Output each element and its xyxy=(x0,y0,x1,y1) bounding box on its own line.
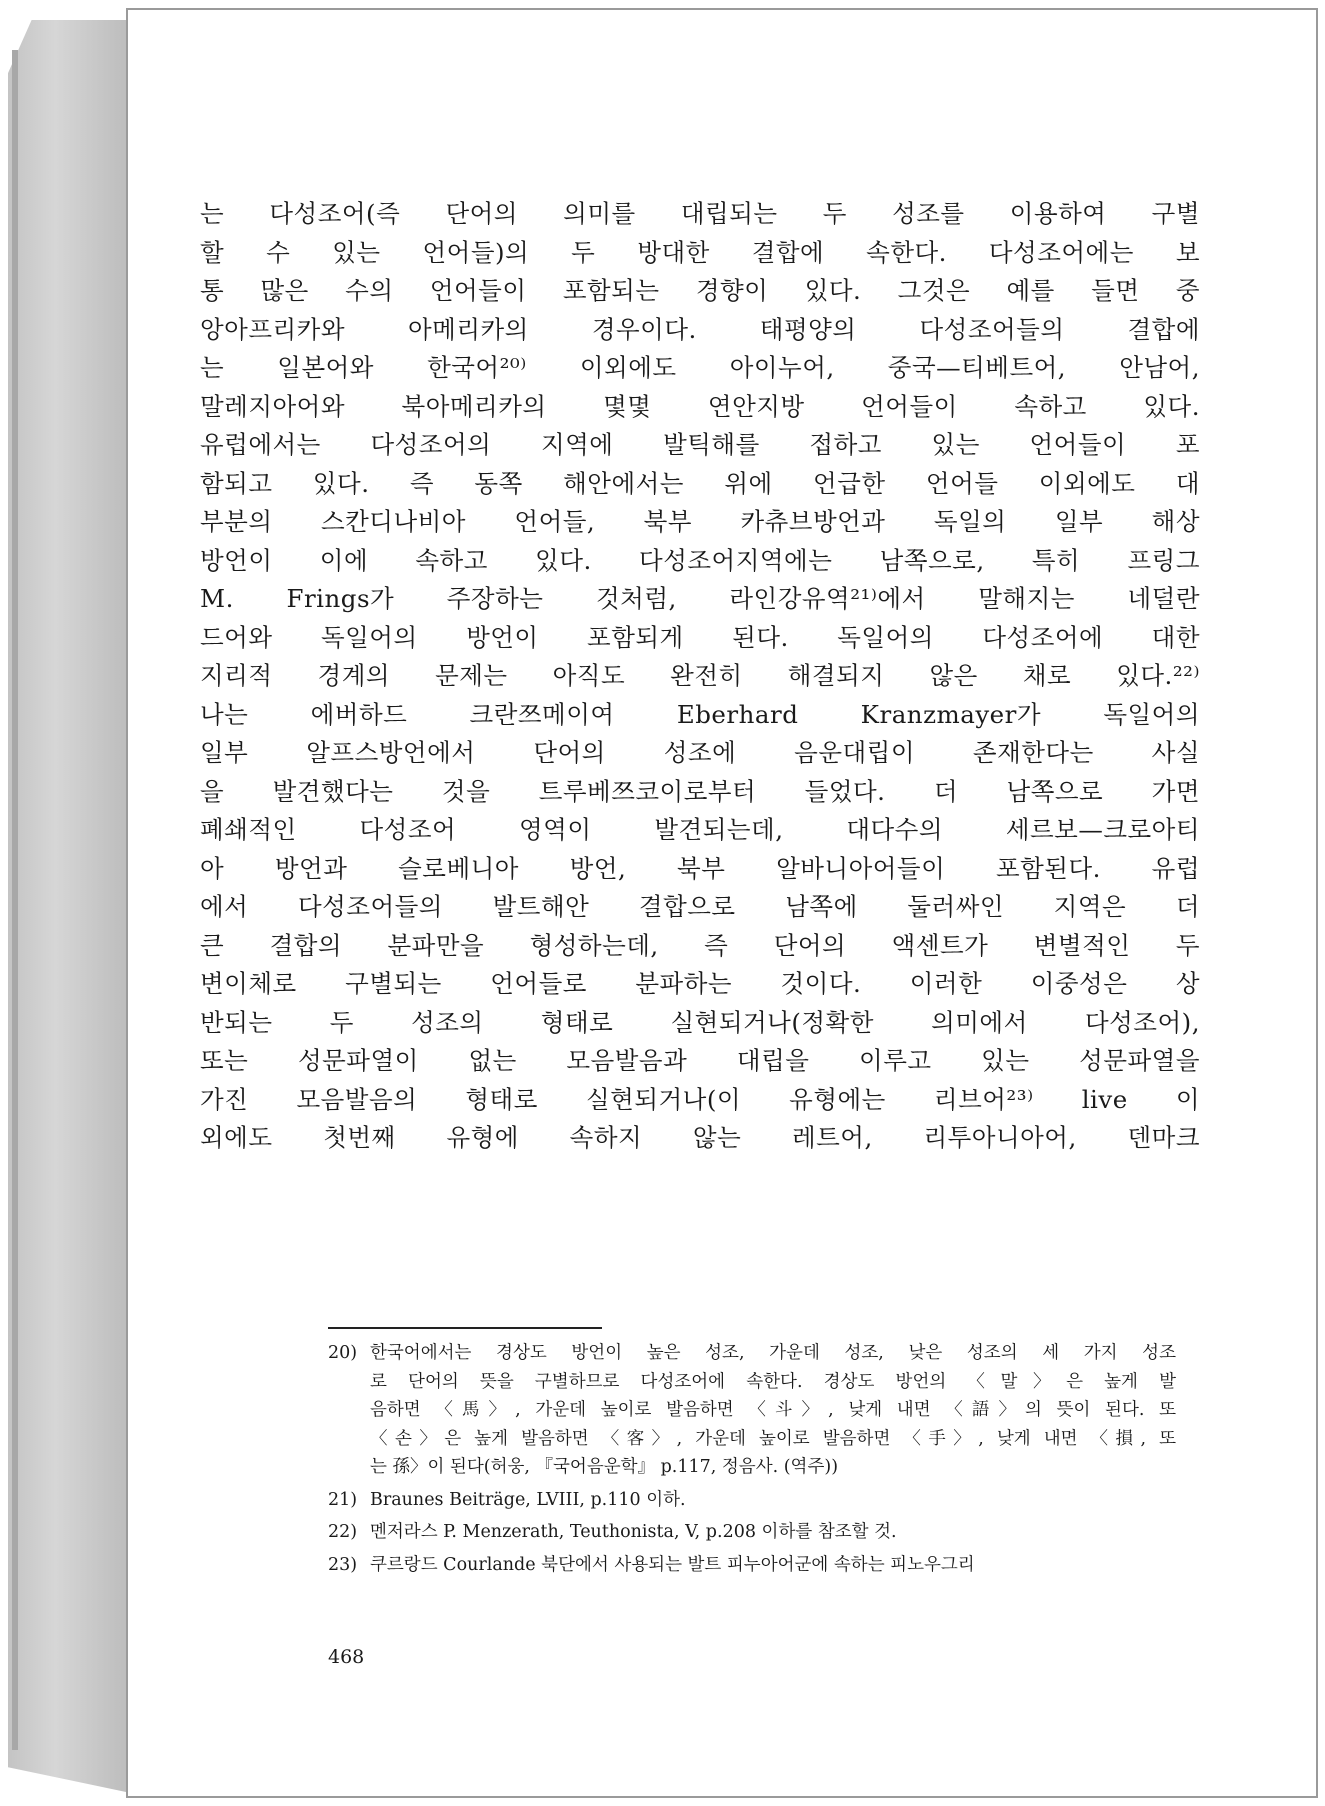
footnote-line: 음하면 〈馬〉, 가운데 높이로 발음하면 〈斗〉, 낮게 내면 〈語〉의 뜻이 된다. 또 xyxy=(370,1400,1176,1420)
footnote-line: 〈손〉은 높게 발음하면 〈客〉, 가운데 높이로 발음하면 〈手〉, 낮게 내면 〈損, 또 xyxy=(370,1428,1176,1449)
footnote-23 xyxy=(328,1551,1176,1580)
body-line: 지리적 경계의 문제는 아직도 완전히 해결되지 않은 채로 있다.²²⁾ xyxy=(200,661,1200,690)
spine-edge xyxy=(12,50,18,1750)
body-line: 큰 결합의 분파만을 형성하는데, 즉 단어의 액센트가 변별적인 두 xyxy=(200,930,1200,960)
body-line: M. Frings가 주장하는 것처럼, 라인강유역²¹⁾에서 말해지는 네덜란 xyxy=(200,584,1200,613)
footnote-number: 22) xyxy=(328,1522,358,1542)
body-line: 앙아프리카와 아메리카의 경우이다. 태평양의 다성조어들의 결합에 xyxy=(200,314,1200,344)
footnote-20 xyxy=(328,1339,1176,1368)
body-line: 는 일본어와 한국어²⁰⁾ 이외에도 아이누어, 중국—티베트어, 안남어, xyxy=(200,353,1200,382)
footnote-number: 21) xyxy=(328,1489,358,1510)
body-line: 폐쇄적인 다성조어 영역이 발견되는데, 대다수의 세르보—크로아티 xyxy=(200,815,1200,844)
page-number: 468 xyxy=(328,1646,365,1668)
body-line: 방언이 이에 속하고 있다. 다성조어지역에는 남쪽으로, 특히 프링그 xyxy=(200,545,1200,575)
footnotes xyxy=(328,1339,1176,1579)
footnote-22 xyxy=(328,1518,1176,1547)
body-line: 부분의 스칸디나비아 언어들, 북부 카츄브방언과 독일의 일부 해상 xyxy=(200,507,1200,536)
footnote-number: 23) xyxy=(328,1554,358,1575)
footnote-line: 는 孫〉이 된다(허웅, 『국어음운학』 p.117, 정음사. (역주)) xyxy=(370,1457,839,1477)
body-line: 나는 에버하드 크란쯔메이여 Eberhard Kranzmayer가 독일어의 xyxy=(200,699,1200,729)
book-spine xyxy=(8,20,126,1792)
body-line: 함되고 있다. 즉 동쪽 해안에서는 위에 언급한 언어들 이외에도 대 xyxy=(200,468,1200,498)
footnote-line: 로 단어의 뜻을 구별하므로 다성조어에 속한다. 경상도 방언의 〈말〉은 높게 발 xyxy=(370,1371,1176,1392)
body-line: 외에도 첫번째 유형에 속하지 않는 레트어, 리투아니아어, 덴마크 xyxy=(200,1123,1200,1152)
body-line: 에서 다성조어들의 발트해안 결합으로 남쪽에 둘러싸인 지역은 더 xyxy=(200,892,1200,921)
body-line: 가진 모음발음의 형태로 실현되거나(이 유형에는 리브어²³⁾ live 이 xyxy=(200,1084,1200,1114)
footnote-rule xyxy=(328,1327,602,1329)
body-line: 는 다성조어(즉 단어의 의미를 대립되는 두 성조를 이용하여 구별 xyxy=(200,199,1200,228)
footnote-text: 한국어에서는 경상도 방언이 높은 성조, 가운데 성조, 낮은 성조의 세 가지 성조 xyxy=(370,1343,1176,1363)
body-line: 반되는 두 성조의 형태로 실현되거나(정확한 의미에서 다성조어), xyxy=(200,1007,1200,1037)
footnote-21 xyxy=(328,1486,1176,1515)
body-line: 을 발견했다는 것을 트루베쯔코이로부터 들었다. 더 남쪽으로 가면 xyxy=(200,776,1200,806)
body-line: 변이체로 구별되는 언어들로 분파하는 것이다. 이러한 이중성은 상 xyxy=(200,969,1200,998)
body-text xyxy=(200,195,1200,1158)
body-line: 유럽에서는 다성조어의 지역에 발틱해를 접하고 있는 언어들이 포 xyxy=(200,430,1200,459)
body-line: 또는 성문파열이 없는 모음발음과 대립을 이루고 있는 성문파열을 xyxy=(200,1046,1200,1075)
body-line: 할 수 있는 언어들)의 두 방대한 결합에 속한다. 다성조어에는 보 xyxy=(200,237,1200,267)
body-line: 말레지아어와 북아메리카의 몇몇 연안지방 언어들이 속하고 있다. xyxy=(200,391,1200,421)
footnote-text: Braunes Beiträge, LVIII, p.110 이하. xyxy=(370,1489,686,1510)
footnote-number: 20) xyxy=(328,1343,358,1363)
footnote-text: 멘저라스 P. Menzerath, Teuthonista, V, p.208 이하를 참조할 것. xyxy=(370,1522,897,1542)
footnote-text: 쿠르랑드 Courlande 북단에서 사용되는 발트 피누아어군에 속하는 피노우그리 xyxy=(370,1554,975,1575)
body-line: 통 많은 수의 언어들이 포함되는 경향이 있다. 그것은 예를 들면 중 xyxy=(200,276,1200,305)
body-line: 드어와 독일어의 방언이 포함되게 된다. 독일어의 다성조어에 대한 xyxy=(200,622,1200,652)
body-line: 아 방언과 슬로베니아 방언, 북부 알바니아어들이 포함된다. 유럽 xyxy=(200,853,1200,883)
body-line: 일부 알프스방언에서 단어의 성조에 음운대립이 존재한다는 사실 xyxy=(200,738,1200,767)
